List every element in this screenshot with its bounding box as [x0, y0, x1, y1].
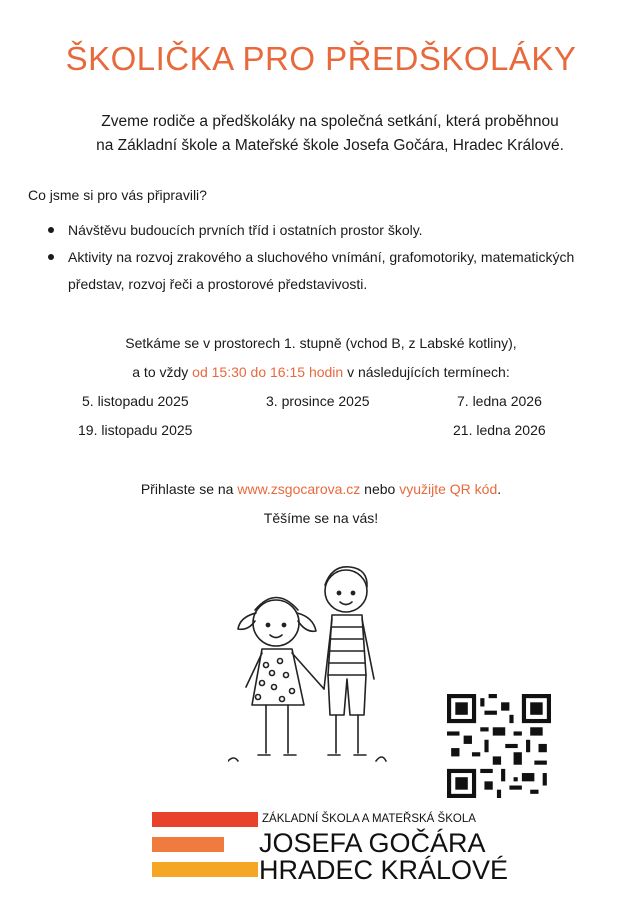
bullet-dot: [48, 254, 54, 260]
page-title: ŠKOLIČKA PRO PŘEDŠKOLÁKY: [65, 40, 577, 77]
children-illustration: [228, 555, 388, 775]
intro-line-2: na Základní škole a Mateřské škole Josefa Gočára, Hradec Králové.: [96, 137, 564, 154]
bullet-dot: [48, 227, 54, 233]
meeting-prefix: a to vždy: [132, 364, 193, 380]
bullet-item: [48, 217, 608, 244]
logo-line-3: HRADEC KRÁLOVÉ: [259, 855, 509, 885]
girl-figure: [238, 598, 324, 756]
grass: [228, 757, 386, 761]
date-item: 19. listopadu 2025: [78, 422, 193, 438]
boy-figure: [324, 567, 374, 755]
school-logo-mark: [152, 812, 262, 882]
intro-text: [60, 110, 600, 158]
logo-bar-red: [152, 812, 258, 827]
bullet-text-cont: představ, rozvoj řeči a prostorové představivosti.: [68, 276, 368, 292]
signup-suffix: .: [497, 481, 502, 497]
date-item: 5. listopadu 2025: [82, 393, 189, 409]
date-item: 7. ledna 2026: [457, 393, 542, 409]
logo-line-1: ZÁKLADNÍ ŠKOLA A MATEŘSKÁ ŠKOLA: [262, 813, 476, 825]
meeting-line-1: Setkáme se v prostorech 1. stupně (vchod B, z Labské kotliny),: [125, 335, 517, 351]
qr-code-icon: [447, 694, 551, 798]
closing-text: Těšíme se na vás!: [263, 510, 379, 526]
intro-line-1: Zveme rodiče a předškoláky na společná setkání, která proběhnou: [101, 113, 559, 130]
date-item: 3. prosince 2025: [266, 393, 370, 409]
logo-bar-yellow: [152, 862, 258, 877]
date-item: 21. ledna 2026: [453, 422, 546, 438]
website-link[interactable]: www.zsgocarova.cz: [237, 481, 361, 497]
section-question: Co jsme si pro vás připravili?: [28, 187, 207, 203]
signup-line: [0, 481, 642, 497]
logo-line-2: JOSEFA GOČÁRA: [259, 828, 486, 858]
bullet-text: Návštěvu budoucích prvních tříd i ostatních prostor školy.: [68, 222, 423, 238]
bullet-item: [48, 244, 608, 298]
signup-prefix: Přihlaste se na: [140, 481, 238, 497]
meeting-time: od 15:30 do 16:15 hodin: [192, 364, 344, 380]
meeting-line-2: [0, 364, 642, 380]
meeting-suffix: v následujících termínech:: [343, 364, 510, 380]
bullet-text: Aktivity na rozvoj zrakového a sluchového vnímání, grafomotoriky, matematických: [68, 249, 575, 265]
qr-text: využijte QR kód: [399, 481, 498, 497]
logo-bar-orange: [152, 837, 224, 852]
signup-middle: nebo: [360, 481, 400, 497]
